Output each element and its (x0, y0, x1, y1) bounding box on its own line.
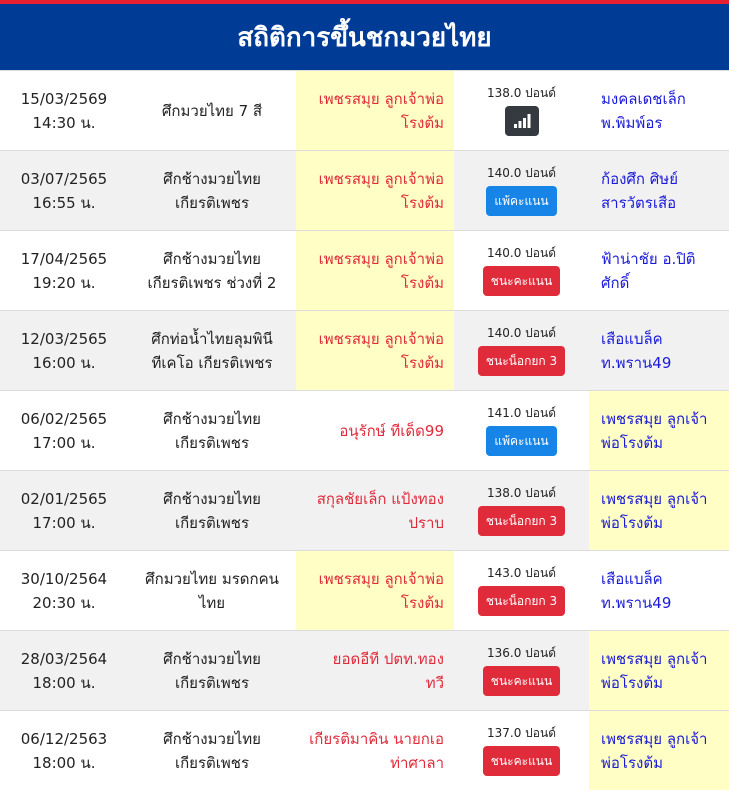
red-corner-fighter[interactable] (296, 71, 454, 150)
fight-result-cell (454, 551, 589, 630)
weight-label: 141.0 ปอนด์ (487, 406, 556, 420)
fight-datetime (0, 711, 128, 790)
page-header (0, 4, 729, 70)
result-badge[interactable]: แพ้คะแนน (486, 426, 556, 456)
blue-corner-fighter[interactable] (589, 471, 729, 550)
stats-chart-button[interactable] (505, 106, 539, 136)
fight-date: 06/02/2565 (20, 409, 108, 428)
fight-time: 14:30 น. (32, 113, 96, 132)
blue-corner-fighter[interactable] (589, 151, 729, 230)
blue-corner-name-line: พ่อโรงต้ม (601, 673, 663, 692)
table-row (0, 470, 729, 550)
fight-time: 16:00 น. (32, 353, 96, 372)
result-badge[interactable]: ชนะน็อกยก 3 (478, 586, 565, 616)
weight-label: 143.0 ปอนด์ (487, 566, 556, 580)
table-row (0, 310, 729, 390)
event-name-line: เกียรติเพชร (174, 193, 250, 212)
blue-corner-fighter[interactable] (589, 391, 729, 470)
red-corner-name-line: สกุลชัยเล็ก แป้งทอง (316, 489, 444, 508)
blue-corner-name-line: เพชรสมุย ลูกเจ้า (601, 729, 708, 748)
red-corner-name-line: โรงต้ม (400, 593, 444, 612)
fight-date: 17/04/2565 (20, 249, 108, 268)
fight-result-cell (454, 391, 589, 470)
fight-time: 17:00 น. (32, 433, 96, 452)
blue-corner-fighter[interactable] (589, 551, 729, 630)
event-name-line: เกียรติเพชร (174, 513, 250, 532)
red-corner-name-line: อนุรักษ์ ทีเด็ด99 (339, 421, 444, 440)
blue-corner-name-line: สารวัตรเสือ (601, 193, 677, 212)
event-name-line: ศึกท่อน้ำไทยลุมพินี (151, 329, 273, 348)
red-corner-fighter[interactable] (296, 711, 454, 790)
weight-label: 138.0 ปอนด์ (487, 86, 556, 100)
fight-time: 17:00 น. (32, 513, 96, 532)
blue-corner-name-line: ฟ้าน่าชัย อ.ปิติ (601, 249, 696, 268)
fight-date: 28/03/2564 (20, 649, 108, 668)
fight-result-cell (454, 471, 589, 550)
event-name-line: ศึกช้างมวยไทย (163, 409, 261, 428)
blue-corner-fighter[interactable] (589, 231, 729, 310)
weight-label: 140.0 ปอนด์ (487, 166, 556, 180)
blue-corner-name-line: มงคลเดชเล็ก (601, 89, 686, 108)
fight-date: 30/10/2564 (20, 569, 108, 588)
event-name-line: ศึกมวยไทย มรดกคน (145, 569, 279, 588)
fight-date: 03/07/2565 (20, 169, 108, 188)
event-name-line: ศึกช้างมวยไทย (163, 249, 261, 268)
blue-corner-name-line: ก้องศึก ศิษย์ (601, 169, 678, 188)
event-name-line: เกียรติเพชร (174, 433, 250, 452)
event-name-line: ศึกมวยไทย 7 สี (161, 101, 263, 120)
event-name (128, 471, 296, 550)
weight-label: 137.0 ปอนด์ (487, 726, 556, 740)
red-corner-name-line: เพชรสมุย ลูกเจ้าพ่อ (318, 249, 444, 268)
table-row (0, 710, 729, 790)
fight-history-table (0, 70, 729, 790)
red-corner-name-line: โรงต้ม (400, 353, 444, 372)
event-name-line: ศึกช้างมวยไทย (163, 169, 261, 188)
weight-label: 136.0 ปอนด์ (487, 646, 556, 660)
red-corner-name-line: เพชรสมุย ลูกเจ้าพ่อ (318, 169, 444, 188)
fight-time: 19:20 น. (32, 273, 96, 292)
blue-corner-name-line: เพชรสมุย ลูกเจ้า (601, 489, 708, 508)
event-name-line: ศึกช้างมวยไทย (163, 729, 261, 748)
blue-corner-fighter[interactable] (589, 71, 729, 150)
fight-time: 20:30 น. (32, 593, 96, 612)
fight-date: 15/03/2569 (20, 89, 108, 108)
fight-date: 06/12/2563 (20, 729, 108, 748)
blue-corner-name-line: เสือแบล็ค (601, 329, 663, 348)
red-corner-name-line: ทวี (425, 673, 444, 692)
fight-date: 02/01/2565 (20, 489, 108, 508)
red-corner-name-line: เพชรสมุย ลูกเจ้าพ่อ (318, 569, 444, 588)
red-corner-name-line: เกียรติมาคิน นายกเอ (309, 729, 444, 748)
event-name (128, 151, 296, 230)
red-corner-name-line: โรงต้ม (400, 273, 444, 292)
fight-time: 18:00 น. (32, 673, 96, 692)
fight-result-cell (454, 711, 589, 790)
fight-datetime (0, 71, 128, 150)
red-corner-fighter[interactable] (296, 551, 454, 630)
blue-corner-name-line: เสือแบล็ค (601, 569, 663, 588)
fight-datetime (0, 471, 128, 550)
event-name-line: ไทย (198, 593, 226, 612)
fight-datetime (0, 551, 128, 630)
red-corner-name-line: ยอดอีที ปตท.ทอง (332, 649, 444, 668)
blue-corner-name-line: ศักดิ์ (601, 273, 630, 292)
table-row (0, 230, 729, 310)
event-name (128, 551, 296, 630)
fight-datetime (0, 231, 128, 310)
result-badge[interactable]: ชนะคะแนน (483, 266, 560, 296)
page-title: สถิติการขึ้นชกมวยไทย (237, 22, 492, 53)
table-row (0, 550, 729, 630)
result-badge[interactable]: ชนะน็อกยก 3 (478, 346, 565, 376)
blue-corner-fighter[interactable] (589, 311, 729, 390)
event-name (128, 391, 296, 470)
fight-result-cell (454, 71, 589, 150)
fight-datetime (0, 631, 128, 710)
red-corner-fighter[interactable] (296, 631, 454, 710)
blue-corner-name-line: พ.พิมพ์อร (601, 113, 663, 132)
event-name-line: เกียรติเพชร ช่วงที่ 2 (147, 273, 277, 292)
weight-label: 140.0 ปอนด์ (487, 326, 556, 340)
table-row (0, 70, 729, 150)
chart-bar-icon (513, 113, 531, 129)
blue-corner-name-line: พ่อโรงต้ม (601, 513, 663, 532)
fight-datetime (0, 151, 128, 230)
event-name-line: ทีเคโอ เกียรติเพชร (151, 353, 273, 372)
red-corner-name-line: โรงต้ม (400, 113, 444, 132)
red-corner-fighter[interactable] (296, 391, 454, 470)
result-badge[interactable]: แพ้คะแนน (486, 186, 556, 216)
weight-label: 140.0 ปอนด์ (487, 246, 556, 260)
result-badge[interactable]: ชนะน็อกยก 3 (478, 506, 565, 536)
event-name-line: ศึกช้างมวยไทย (163, 649, 261, 668)
blue-corner-name-line: พ่อโรงต้ม (601, 433, 663, 452)
fight-datetime (0, 311, 128, 390)
red-corner-fighter[interactable] (296, 311, 454, 390)
blue-corner-name-line: เพชรสมุย ลูกเจ้า (601, 649, 708, 668)
event-name (128, 231, 296, 310)
fight-result-cell (454, 631, 589, 710)
fight-time: 16:55 น. (32, 193, 96, 212)
fight-date: 12/03/2565 (20, 329, 108, 348)
red-corner-name-line: ปราบ (408, 513, 444, 532)
blue-corner-name-line: ท.พราน49 (601, 353, 672, 372)
fight-result-cell (454, 231, 589, 310)
red-corner-fighter[interactable] (296, 471, 454, 550)
weight-label: 138.0 ปอนด์ (487, 486, 556, 500)
fight-result-cell (454, 151, 589, 230)
result-badge[interactable]: ชนะคะแนน (483, 746, 560, 776)
red-corner-fighter[interactable] (296, 151, 454, 230)
red-corner-name-line: เพชรสมุย ลูกเจ้าพ่อ (318, 89, 444, 108)
blue-corner-name-line: ท.พราน49 (601, 593, 672, 612)
table-row (0, 390, 729, 470)
fight-time: 18:00 น. (32, 753, 96, 772)
red-corner-name-line: ท่าศาลา (390, 753, 444, 772)
event-name (128, 711, 296, 790)
result-badge[interactable]: ชนะคะแนน (483, 666, 560, 696)
blue-corner-name-line: เพชรสมุย ลูกเจ้า (601, 409, 708, 428)
table-row (0, 150, 729, 230)
event-name-line: ศึกช้างมวยไทย (163, 489, 261, 508)
event-name (128, 631, 296, 710)
red-corner-fighter[interactable] (296, 231, 454, 310)
event-name (128, 71, 296, 150)
blue-corner-name-line: พ่อโรงต้ม (601, 753, 663, 772)
table-row (0, 630, 729, 710)
blue-corner-fighter[interactable] (589, 711, 729, 790)
event-name-line: เกียรติเพชร (174, 673, 250, 692)
blue-corner-fighter[interactable] (589, 631, 729, 710)
red-corner-name-line: เพชรสมุย ลูกเจ้าพ่อ (318, 329, 444, 348)
event-name-line: เกียรติเพชร (174, 753, 250, 772)
fight-result-cell (454, 311, 589, 390)
red-corner-name-line: โรงต้ม (400, 193, 444, 212)
fight-datetime (0, 391, 128, 470)
event-name (128, 311, 296, 390)
